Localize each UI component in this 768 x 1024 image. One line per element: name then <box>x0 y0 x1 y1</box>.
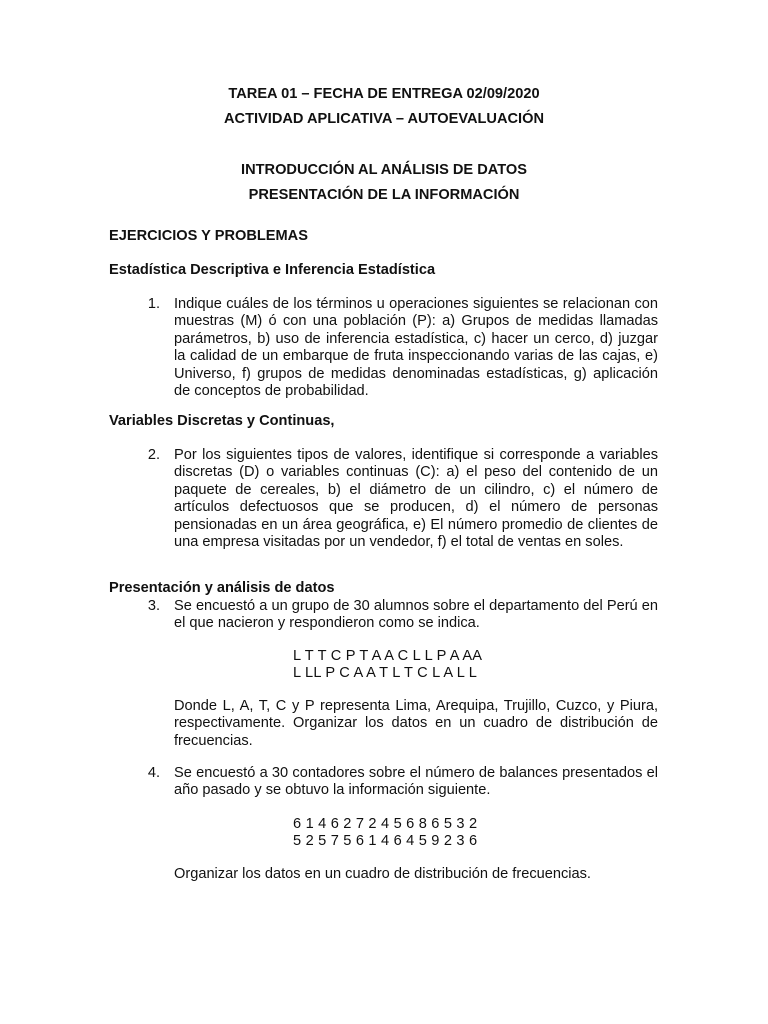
document-subtitle: ACTIVIDAD APLICATIVA – AUTOEVALUACIÓN <box>224 111 544 127</box>
item-followup: Organizar los datos en un cuadro de distribución de frecuencias. <box>174 866 591 882</box>
item-number: 3. <box>147 598 160 614</box>
item-number: 1. <box>147 296 160 312</box>
section-heading-presentacion: Presentación y análisis de datos <box>109 580 335 596</box>
section-heading-variables: Variables Discretas y Continuas, <box>109 413 335 429</box>
item-text: Por los siguientes tipos de valores, identifique si corresponde a variables discretas (D) o variables continuas (C): a) el peso del contenido de un paquete de cereales, b) el diámetro de un cilindro, c) el número de artículos defectuosos que se producen, d) el número de personas pensionadas en un área geográfica, e) El número promedio de clientes de una empresa visitadas por un vendedor, f) el total de ventas en soles. <box>174 447 658 551</box>
document-title: TAREA 01 – FECHA DE ENTREGA 02/09/2020 <box>228 86 540 102</box>
item-text: Se encuestó a 30 contadores sobre el número de balances presentados el año pasado y se obtuvo la información siguiente. <box>174 765 658 799</box>
section-heading-estadistica: Estadística Descriptiva e Inferencia Estadística <box>109 262 436 278</box>
data-line: L LL P C A A T L T C L A L L <box>293 665 478 681</box>
data-line: 6 1 4 6 2 7 2 4 5 6 8 6 5 3 2 <box>293 816 478 832</box>
item-followup: Donde L, A, T, C y P representa Lima, Arequipa, Trujillo, Cuzco, y Piura, respectivamente. Organizar los datos en un cuadro de distribución de frecuencias. <box>174 698 658 749</box>
topic-title: INTRODUCCIÓN AL ANÁLISIS DE DATOS <box>241 162 527 178</box>
item-text: Se encuestó a un grupo de 30 alumnos sobre el departamento del Perú en el que nacieron y respondieron como se indica. <box>174 598 658 632</box>
topic-subtitle: PRESENTACIÓN DE LA INFORMACIÓN <box>248 187 520 203</box>
section-heading-ejercicios: EJERCICIOS Y PROBLEMAS <box>109 228 308 244</box>
item-number: 2. <box>147 447 160 463</box>
item-text: Indique cuáles de los términos u operaciones siguientes se relacionan con muestras (M) ó con una población (P): a) Grupos de medidas llamadas parámetros, b) uso de inferencia estadística, c) hacer un cerco, d) juzgar la calidad de un embarque de fruta inspeccionando varias de las cajas, e) Universo, f) grupos de medidas denominadas estadísticas, g) aplicación de conceptos de probabilidad. <box>174 296 658 400</box>
item-number: 4. <box>147 765 160 781</box>
data-line: 5 2 5 7 5 6 1 4 6 4 5 9 2 3 6 <box>293 833 478 849</box>
data-line: L T T C P T A A C L L P A AA <box>293 648 483 664</box>
